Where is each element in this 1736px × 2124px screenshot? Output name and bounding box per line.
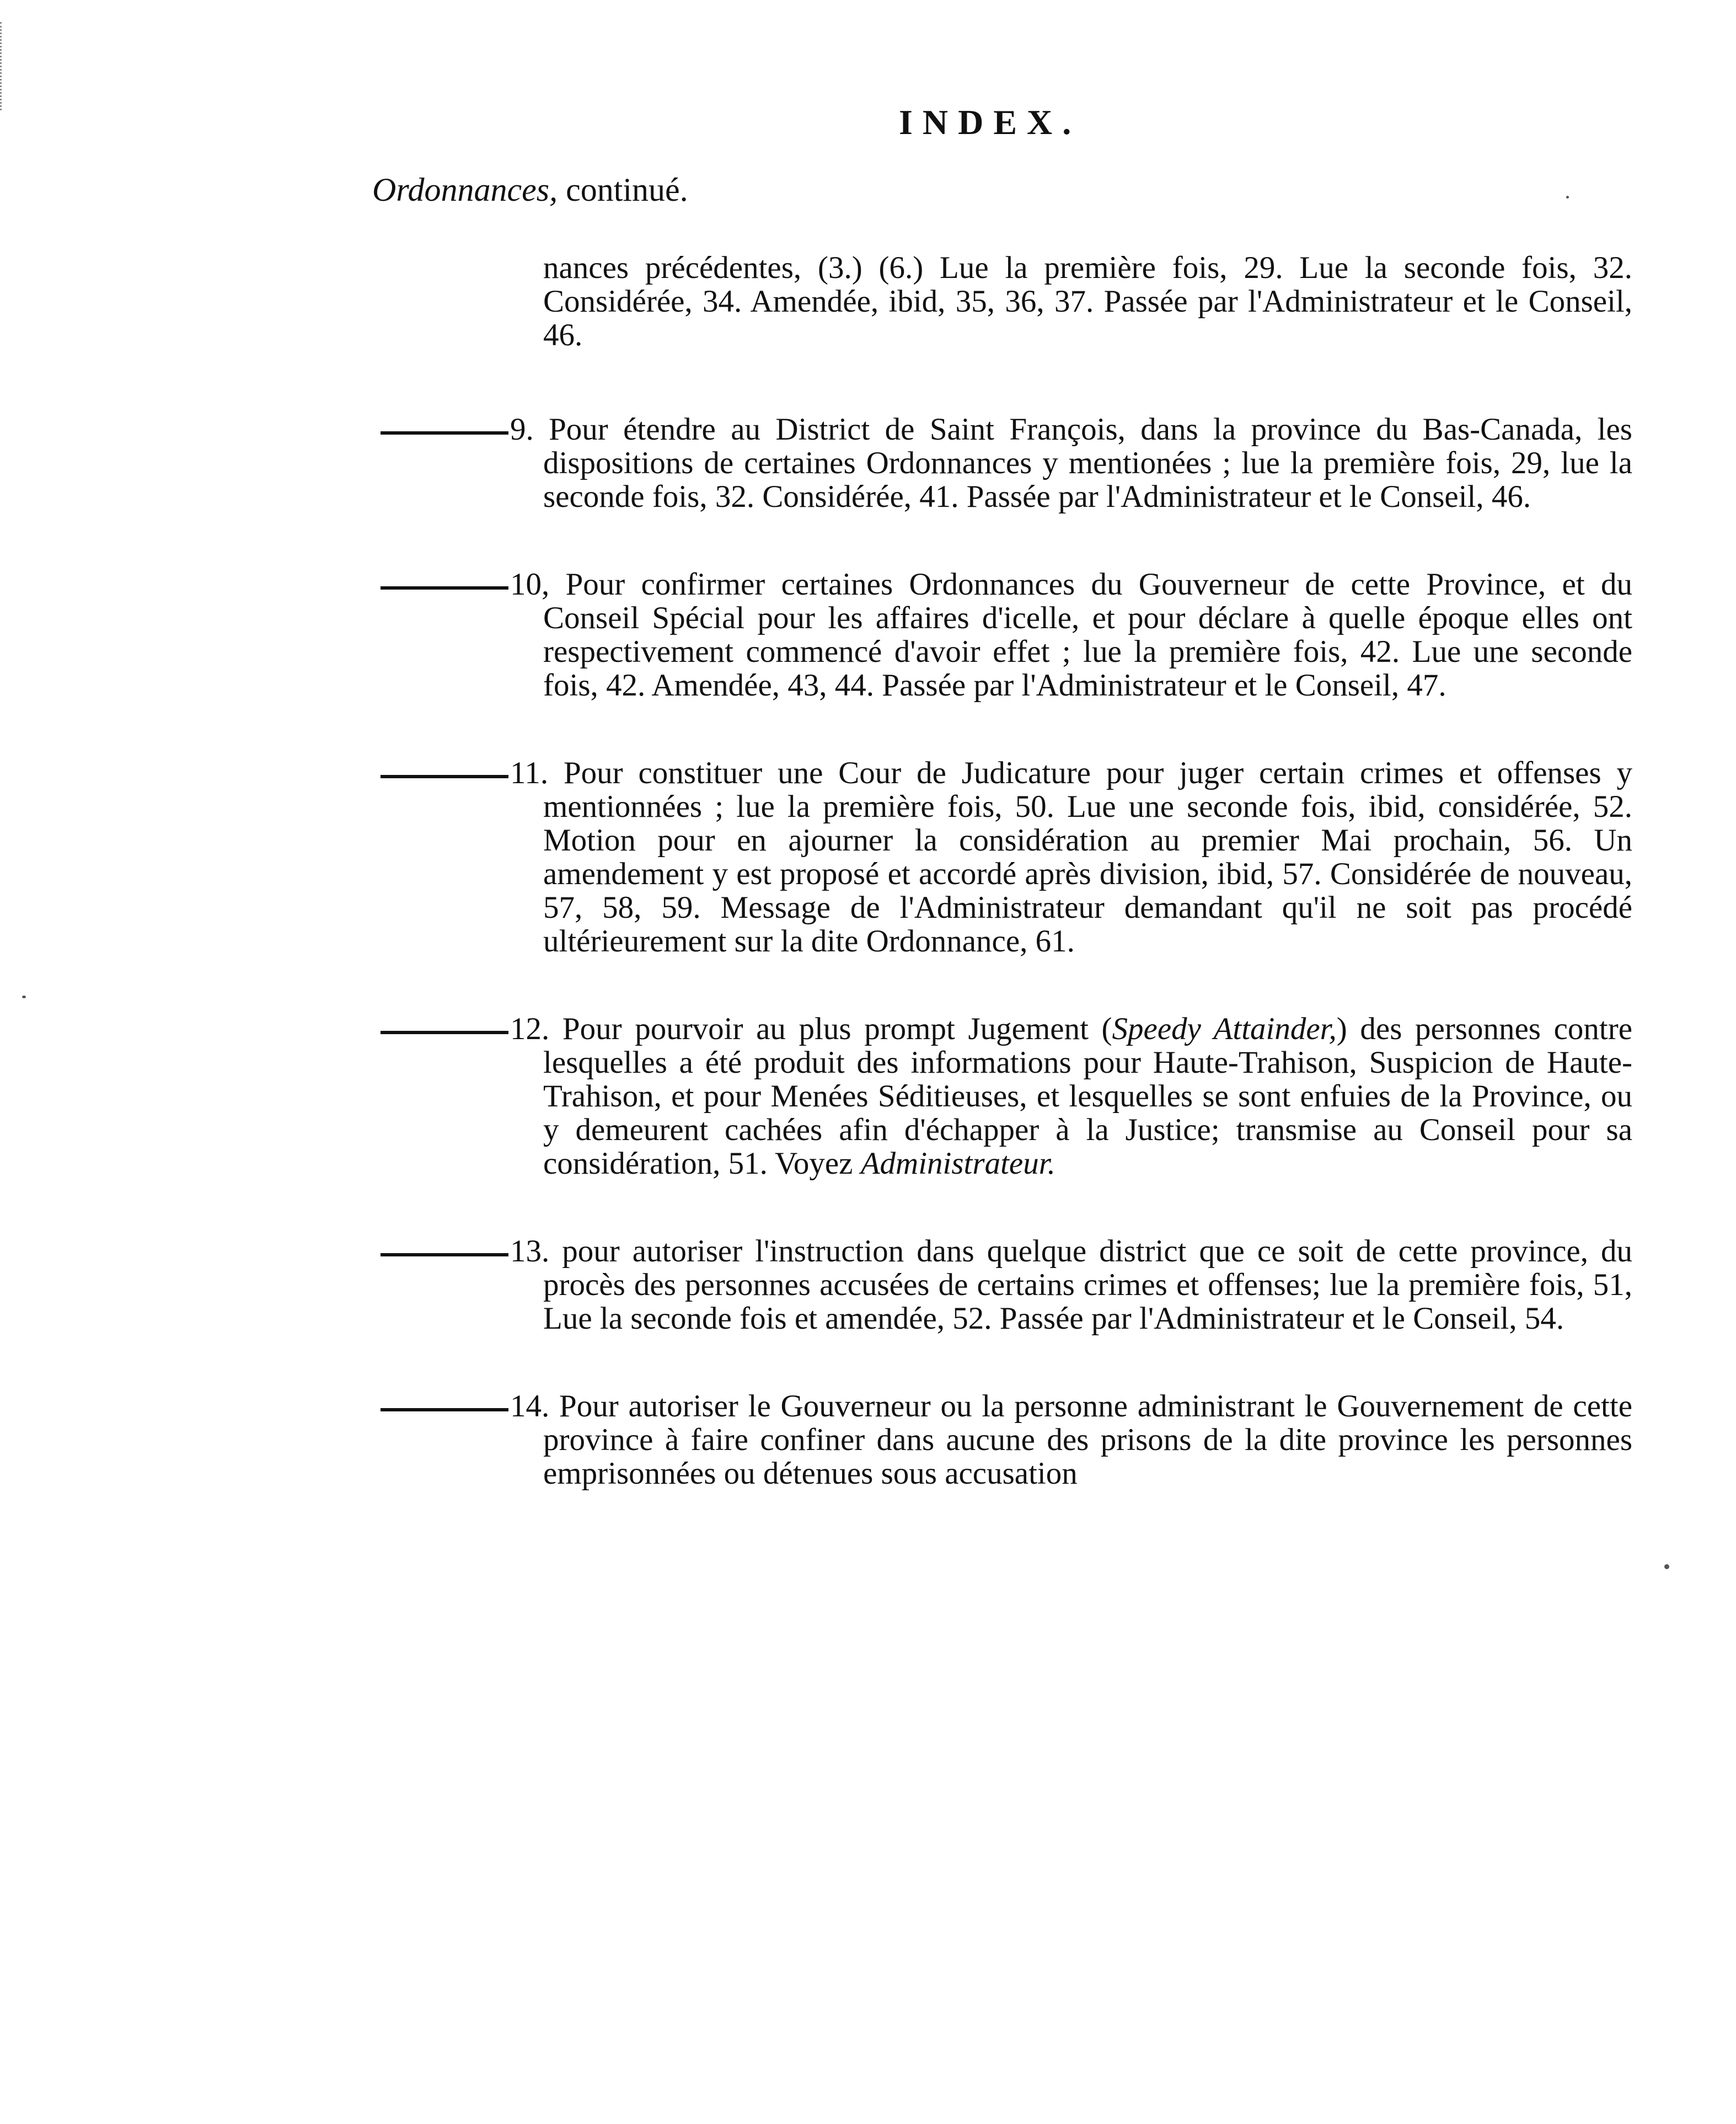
index-entries bbox=[381, 251, 1632, 1544]
index-entry-13 bbox=[381, 1234, 1632, 1335]
entry-number: 14. bbox=[510, 1389, 550, 1424]
index-entry-9 bbox=[381, 413, 1632, 513]
scan-edge-dots bbox=[0, 22, 5, 110]
entry-text: Pour confirmer certaines Ordonnances du Gouverneur de cette Province, et du Conseil Spécial pour les affaires d'icelle, et pour déclare à quelle époque elles ont respectivement commencé d'avoir effet ; lue la première fois, 42. Lue une seconde fois, 42. Amendée, 43, 44. Passée par l'Administrateur et le Conseil, 47. bbox=[543, 567, 1632, 703]
entry-text: pour autoriser l'instruction dans quelque district que ce soit de cette province, du procès des personnes accusées de certains crimes et offenses; lue la première fois, 51, Lue la seconde fois et amendée, 52. Passée par l'Administrateur et le Conseil, 54. bbox=[543, 1234, 1632, 1336]
entry-number: 13. bbox=[510, 1234, 550, 1269]
index-entry-10 bbox=[381, 568, 1632, 702]
entry-text: Pour autoriser le Gouverneur ou la personne administrant le Gouvernement de cette province à faire confiner dans aucune des prisons de la dite province les personnes emprisonnées ou détenues sous accusation bbox=[543, 1389, 1632, 1491]
entry-italic-phrase: Speedy Attainder, bbox=[1112, 1012, 1337, 1046]
scan-speck bbox=[22, 996, 26, 998]
scan-speck bbox=[1664, 1564, 1669, 1569]
entry-text: Pour étendre au District de Saint François, dans la province du Bas-Canada, les dispositions de certaines Ordonnances y mentionées ; lue la première fois, 29, lue la seconde fois, 32. Considérée, 41. Passée par l'Administrateur et le Conseil, 46. bbox=[533, 412, 1632, 514]
entry-dash bbox=[381, 1253, 508, 1256]
entry-dash bbox=[381, 586, 508, 590]
entry-dash bbox=[381, 431, 508, 435]
index-entry-12 bbox=[381, 1012, 1632, 1180]
entry-dash bbox=[381, 1031, 508, 1034]
entry-dash bbox=[381, 1408, 508, 1411]
entry-number: 12. bbox=[510, 1012, 550, 1046]
index-entry-continued bbox=[381, 251, 1632, 352]
entry-see-term: Administrateur. bbox=[860, 1146, 1055, 1181]
entry-text-after: ) des personnes contre lesquelles a été produit des informations pour Haute-Trahison, Suspicion de Haute-Trahison, et pour Menées Séditieuses, et lesquelles se sont enfuies de la Province, ou y demeurent cachées afin d'échapper à la Justice; transmise au Conseil pour sa considération, 51. Voyez bbox=[543, 1012, 1633, 1181]
entry-text: Pour constituer une Cour de Judicature pour juger certain crimes et offenses y mentionnées ; lue la première fois, 50. Lue une seconde fois, ibid, considérée, 52. Motion pour en ajourner la considération au premier Mai prochain, 56. Un amendement y est proposé et accordé après division, ibid, 57. Considérée de nouveau, 57, 58, 59. Message de l'Administrateur demandant qu'il ne soit pas procédé ultérieurement sur la dite Ordonnance, 61. bbox=[543, 756, 1632, 959]
entry-dash bbox=[381, 775, 508, 778]
section-heading bbox=[372, 171, 688, 209]
entry-number: 11. bbox=[510, 756, 549, 790]
entry-text: nances précédentes, (3.) (6.) Lue la première fois, 29. Lue la seconde fois, 32. Considérée, 34. Amendée, ibid, 35, 36, 37. Passée par l'Administrateur et le Conseil, 46. bbox=[543, 250, 1632, 352]
section-heading-term: Ordonnances, bbox=[372, 172, 558, 208]
entry-text-before: Pour pourvoir au plus prompt Jugement ( bbox=[549, 1012, 1112, 1046]
index-entry-14 bbox=[381, 1389, 1632, 1490]
index-entry-11 bbox=[381, 756, 1632, 958]
page-title: INDEX. bbox=[899, 103, 1081, 142]
entry-number: 10, bbox=[510, 567, 550, 602]
scan-speck bbox=[1566, 196, 1569, 199]
entry-number: 9. bbox=[510, 412, 534, 447]
section-heading-suffix: continué. bbox=[558, 172, 688, 208]
